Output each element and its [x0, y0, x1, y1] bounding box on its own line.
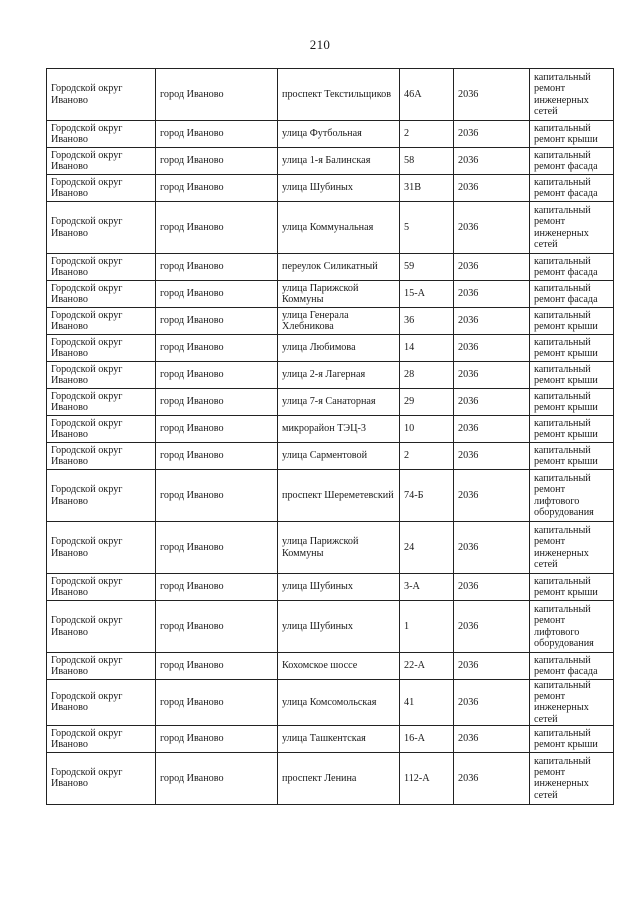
street-cell: улица Футбольная [278, 121, 400, 148]
registry-table [46, 68, 614, 805]
house-number-cell: 46А [400, 69, 454, 121]
table-row [47, 175, 614, 202]
work-type-cell: капитальный ремонт крыши [530, 308, 614, 335]
house-number-cell: 2 [400, 443, 454, 470]
work-type-cell: капитальный ремонт крыши [530, 335, 614, 362]
table-row [47, 601, 614, 653]
street-cell: улица Сарментовой [278, 443, 400, 470]
street-cell: улица Парижской Коммуны [278, 281, 400, 308]
registry-table-body [47, 69, 614, 805]
work-type-cell: капитальный ремонт инженерных сетей [530, 752, 614, 804]
street-cell: проспект Ленина [278, 752, 400, 804]
okrug-cell: Городской округ Иваново [47, 680, 156, 726]
work-type-cell: капитальный ремонт крыши [530, 121, 614, 148]
house-number-cell: 41 [400, 680, 454, 726]
house-number-cell: 59 [400, 254, 454, 281]
house-number-cell: 2 [400, 121, 454, 148]
year-cell: 2036 [454, 601, 530, 653]
work-type-cell: капитальный ремонт фасада [530, 175, 614, 202]
city-cell: город Иваново [156, 202, 278, 254]
year-cell: 2036 [454, 653, 530, 680]
okrug-cell: Городской округ Иваново [47, 574, 156, 601]
year-cell: 2036 [454, 725, 530, 752]
work-type-cell: капитальный ремонт инженерных сетей [530, 69, 614, 121]
work-type-cell: капитальный ремонт инженерных сетей [530, 680, 614, 726]
work-type-cell: капитальный ремонт фасада [530, 653, 614, 680]
city-cell: город Иваново [156, 680, 278, 726]
street-cell: улица Шубиных [278, 601, 400, 653]
house-number-cell: 15-А [400, 281, 454, 308]
okrug-cell: Городской округ Иваново [47, 522, 156, 574]
okrug-cell: Городской округ Иваново [47, 725, 156, 752]
okrug-cell: Городской округ Иваново [47, 202, 156, 254]
year-cell: 2036 [454, 522, 530, 574]
year-cell: 2036 [454, 752, 530, 804]
work-type-cell: капитальный ремонт крыши [530, 574, 614, 601]
table-row [47, 752, 614, 804]
okrug-cell: Городской округ Иваново [47, 148, 156, 175]
page-number: 210 [309, 37, 331, 52]
city-cell: город Иваново [156, 752, 278, 804]
house-number-cell: 14 [400, 335, 454, 362]
table-row [47, 574, 614, 601]
street-cell: проспект Шереметевский [278, 470, 400, 522]
street-cell: Кохомское шоссе [278, 653, 400, 680]
street-cell: переулок Силикатный [278, 254, 400, 281]
okrug-cell: Городской округ Иваново [47, 335, 156, 362]
okrug-cell: Городской округ Иваново [47, 121, 156, 148]
house-number-cell: 36 [400, 308, 454, 335]
table-row [47, 725, 614, 752]
street-cell: улица Комсомольская [278, 680, 400, 726]
house-number-cell: 112-А [400, 752, 454, 804]
okrug-cell: Городской округ Иваново [47, 389, 156, 416]
work-type-cell: капитальный ремонт крыши [530, 362, 614, 389]
street-cell: улица 1-я Балинская [278, 148, 400, 175]
house-number-cell: 28 [400, 362, 454, 389]
house-number-cell: 3-А [400, 574, 454, 601]
house-number-cell: 74-Б [400, 470, 454, 522]
work-type-cell: капитальный ремонт инженерных сетей [530, 522, 614, 574]
okrug-cell: Городской округ Иваново [47, 175, 156, 202]
city-cell: город Иваново [156, 443, 278, 470]
table-row [47, 335, 614, 362]
street-cell: улица 2-я Лагерная [278, 362, 400, 389]
year-cell: 2036 [454, 389, 530, 416]
year-cell: 2036 [454, 121, 530, 148]
street-cell: улица Генерала Хлебникова [278, 308, 400, 335]
table-row [47, 69, 614, 121]
work-type-cell: капитальный ремонт крыши [530, 443, 614, 470]
street-cell: проспект Текстильщиков [278, 69, 400, 121]
city-cell: город Иваново [156, 653, 278, 680]
work-type-cell: капитальный ремонт крыши [530, 416, 614, 443]
year-cell: 2036 [454, 175, 530, 202]
year-cell: 2036 [454, 470, 530, 522]
year-cell: 2036 [454, 362, 530, 389]
work-type-cell: капитальный ремонт инженерных сетей [530, 202, 614, 254]
table-row [47, 443, 614, 470]
year-cell: 2036 [454, 416, 530, 443]
year-cell: 2036 [454, 202, 530, 254]
work-type-cell: капитальный ремонт крыши [530, 389, 614, 416]
street-cell: улица Шубиных [278, 574, 400, 601]
city-cell: город Иваново [156, 121, 278, 148]
table-row [47, 470, 614, 522]
table-row [47, 653, 614, 680]
year-cell: 2036 [454, 69, 530, 121]
table-row [47, 281, 614, 308]
work-type-cell: капитальный ремонт фасада [530, 148, 614, 175]
house-number-cell: 58 [400, 148, 454, 175]
table-row [47, 389, 614, 416]
table-row [47, 202, 614, 254]
street-cell: улица Парижской Коммуны [278, 522, 400, 574]
okrug-cell: Городской округ Иваново [47, 308, 156, 335]
work-type-cell: капитальный ремонт крыши [530, 725, 614, 752]
city-cell: город Иваново [156, 574, 278, 601]
year-cell: 2036 [454, 281, 530, 308]
okrug-cell: Городской округ Иваново [47, 601, 156, 653]
okrug-cell: Городской округ Иваново [47, 752, 156, 804]
work-type-cell: капитальный ремонт фасада [530, 254, 614, 281]
year-cell: 2036 [454, 308, 530, 335]
city-cell: город Иваново [156, 362, 278, 389]
city-cell: город Иваново [156, 335, 278, 362]
year-cell: 2036 [454, 254, 530, 281]
year-cell: 2036 [454, 148, 530, 175]
okrug-cell: Городской округ Иваново [47, 443, 156, 470]
house-number-cell: 10 [400, 416, 454, 443]
city-cell: город Иваново [156, 254, 278, 281]
year-cell: 2036 [454, 680, 530, 726]
okrug-cell: Городской округ Иваново [47, 416, 156, 443]
okrug-cell: Городской округ Иваново [47, 362, 156, 389]
city-cell: город Иваново [156, 175, 278, 202]
house-number-cell: 31В [400, 175, 454, 202]
street-cell: микрорайон ТЭЦ-3 [278, 416, 400, 443]
city-cell: город Иваново [156, 725, 278, 752]
year-cell: 2036 [454, 443, 530, 470]
house-number-cell: 1 [400, 601, 454, 653]
city-cell: город Иваново [156, 470, 278, 522]
city-cell: город Иваново [156, 522, 278, 574]
table-row [47, 121, 614, 148]
table-row [47, 522, 614, 574]
work-type-cell: капитальный ремонт фасада [530, 281, 614, 308]
okrug-cell: Городской округ Иваново [47, 254, 156, 281]
house-number-cell: 22-А [400, 653, 454, 680]
city-cell: город Иваново [156, 416, 278, 443]
city-cell: город Иваново [156, 389, 278, 416]
year-cell: 2036 [454, 335, 530, 362]
table-row [47, 680, 614, 726]
street-cell: улица Ташкентская [278, 725, 400, 752]
street-cell: улица 7-я Санаторная [278, 389, 400, 416]
table-row [47, 148, 614, 175]
table-row [47, 308, 614, 335]
house-number-cell: 5 [400, 202, 454, 254]
street-cell: улица Коммунальная [278, 202, 400, 254]
work-type-cell: капитальный ремонт лифтового оборудования [530, 470, 614, 522]
table-row [47, 254, 614, 281]
work-type-cell: капитальный ремонт лифтового оборудования [530, 601, 614, 653]
house-number-cell: 29 [400, 389, 454, 416]
okrug-cell: Городской округ Иваново [47, 69, 156, 121]
city-cell: город Иваново [156, 281, 278, 308]
year-cell: 2036 [454, 574, 530, 601]
okrug-cell: Городской округ Иваново [47, 470, 156, 522]
street-cell: улица Шубиных [278, 175, 400, 202]
street-cell: улица Любимова [278, 335, 400, 362]
table-row [47, 416, 614, 443]
table-row [47, 362, 614, 389]
city-cell: город Иваново [156, 308, 278, 335]
city-cell: город Иваново [156, 148, 278, 175]
okrug-cell: Городской округ Иваново [47, 653, 156, 680]
city-cell: город Иваново [156, 69, 278, 121]
house-number-cell: 16-А [400, 725, 454, 752]
okrug-cell: Городской округ Иваново [47, 281, 156, 308]
city-cell: город Иваново [156, 601, 278, 653]
house-number-cell: 24 [400, 522, 454, 574]
